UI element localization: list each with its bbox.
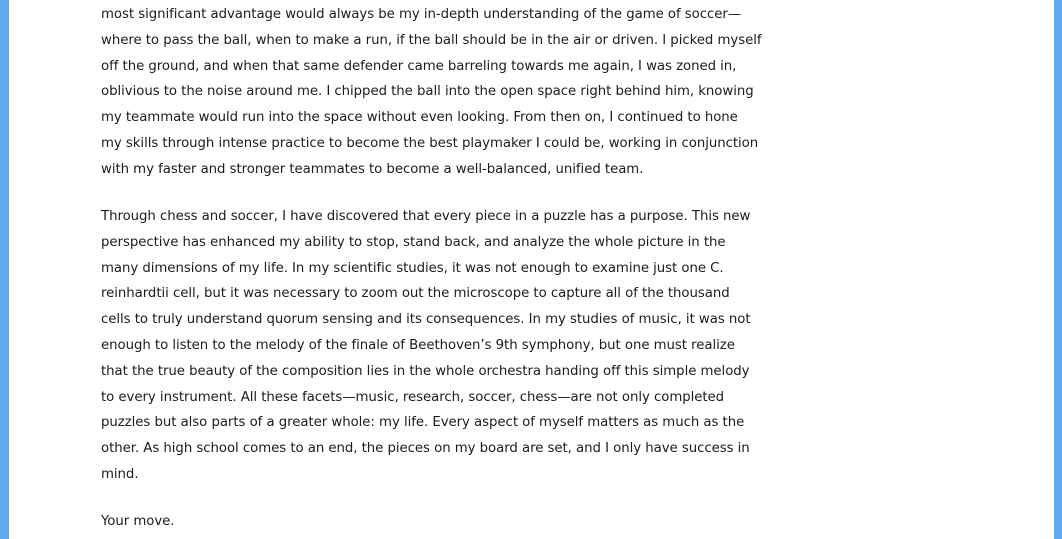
paragraph-line: off the ground, and when that same defender came barreling towards me again, I was zoned in, bbox=[101, 58, 737, 74]
paragraph-line: my teammate would run into the space without even looking. From then on, I continued to hone bbox=[101, 110, 738, 126]
paragraph-line: with my faster and stronger teammates to become a well-balanced, unified team. bbox=[101, 161, 644, 177]
essay-paragraph-soccer bbox=[101, 2, 762, 183]
paragraph-line: other. As high school comes to an end, the pieces on my board are set, and I only have success in bbox=[101, 441, 750, 457]
paragraph-line: perspective has enhanced my ability to stop, stand back, and analyze the whole picture in the bbox=[101, 234, 726, 250]
paragraph-line: cells to truly understand quorum sensing and its consequences. In my studies of music, it was not bbox=[101, 312, 751, 328]
essay-paragraph-closing bbox=[101, 509, 741, 535]
paragraph-line: that the true beauty of the composition lies in the whole orchestra handing off this simple melody bbox=[101, 363, 750, 379]
paragraph-line: reinhardtii cell, but it was necessary to zoom out the microscope to capture all of the thousand bbox=[101, 286, 730, 302]
paragraph-line: Through chess and soccer, I have discovered that every piece in a puzzle has a purpose. This new bbox=[101, 209, 751, 225]
paragraph-line: Your move. bbox=[101, 514, 175, 530]
essay-paragraph-puzzle bbox=[101, 204, 751, 488]
paragraph-line: most significant advantage would always be my in-depth understanding of the game of soccer— bbox=[101, 7, 742, 22]
paragraph-line: oblivious to the noise around me. I chipped the ball into the open space right behind him, knowing bbox=[101, 84, 754, 100]
paragraph-line: many dimensions of my life. In my scientific studies, it was not enough to examine just one C. bbox=[101, 260, 724, 276]
paragraph-line: puzzles but also parts of a greater whole: my life. Every aspect of myself matters as much as the bbox=[101, 415, 745, 431]
paragraph-line: to every instrument. All these facets—music, research, soccer, chess—are not only completed bbox=[101, 389, 725, 405]
paragraph-line: where to pass the ball, when to make a run, if the ball should be in the air or driven. I picked myself bbox=[101, 32, 762, 48]
paragraph-line: my skills through intense practice to become the best playmaker I could be, working in conjunction bbox=[101, 135, 759, 151]
essay-page bbox=[9, 0, 1054, 539]
paragraph-line: enough to listen to the melody of the finale of Beethoven’s 9th symphony, but one must realize bbox=[101, 338, 735, 354]
paragraph-line: mind. bbox=[101, 467, 139, 483]
essay-body bbox=[101, 2, 762, 539]
